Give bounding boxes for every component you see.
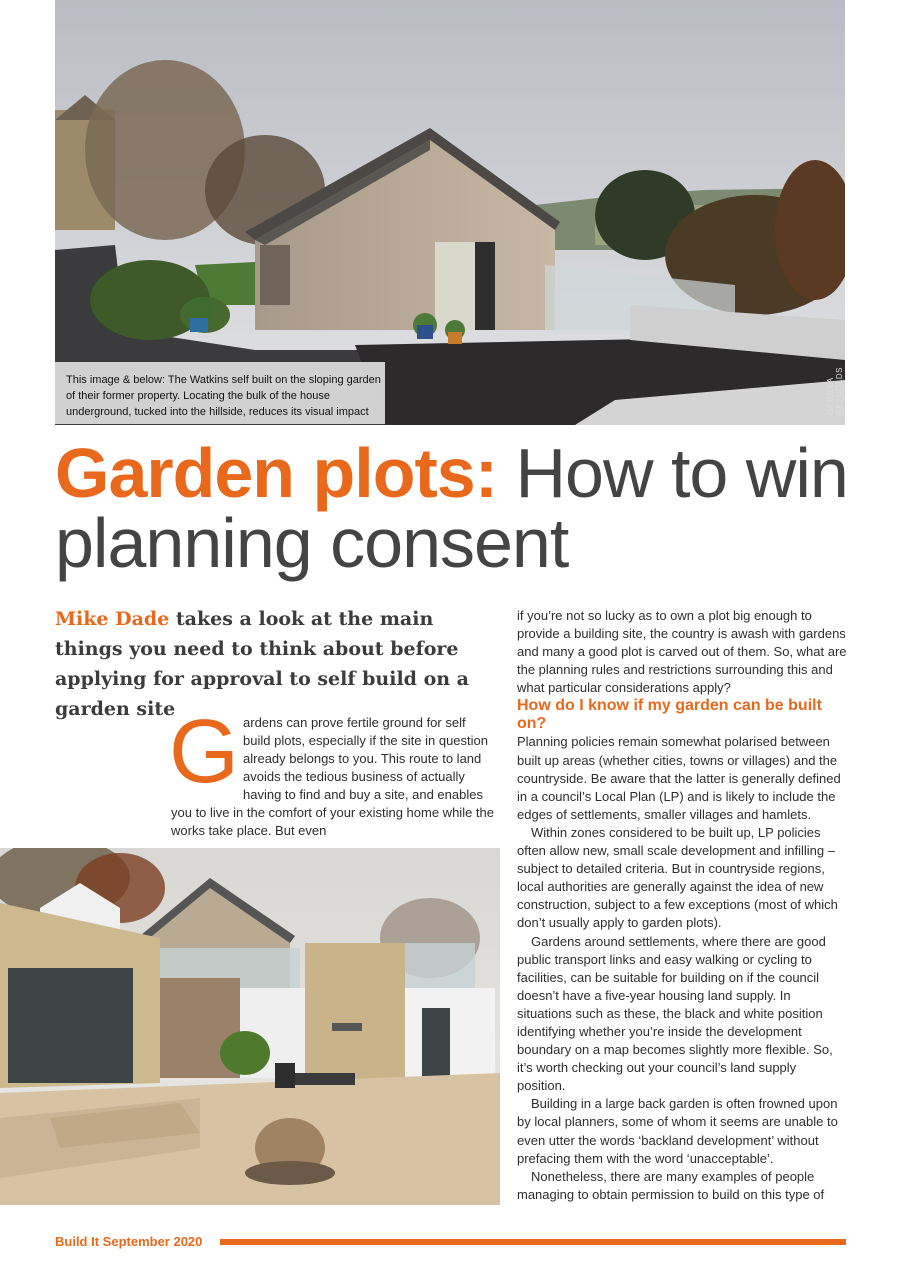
- standfirst-text: takes a look at the main things you need to think about before applying for approval to self build on a garden site: [55, 608, 469, 720]
- author-name: Mike Dade: [55, 608, 170, 630]
- photo-credit: CAMILLA REYNOLDS: [826, 366, 844, 415]
- section-subhead: How do I know if my garden can be built on?: [517, 697, 822, 733]
- body-paragraph: Building in a large back garden is often frowned upon by local planners, some of whom it seems are unable to even utter the words ‘backland development’ without prefacing them with the word ‘unacceptable’.: [517, 1096, 838, 1166]
- body-paragraph: Gardens around settlements, where there are good public transport links and easy walking or cycling to facilities, can be suitable for building on if the council doesn’t have a five-year housing land supply. In situations such as these, the black and white position identifying whether you’re inside the development boundary on a map becomes slightly more flexible. So, it’s worth checking out your council’s land supply position.: [517, 933, 833, 1094]
- article-headline: [55, 434, 855, 582]
- headline-rest: How to win planning consent: [55, 434, 848, 582]
- footer-rule: [220, 1239, 846, 1245]
- body-paragraph: Nonetheless, there are many examples of people managing to obtain permission to build on this type of: [517, 1168, 825, 1202]
- footer-brand: Build It: [55, 1234, 100, 1249]
- page-footer: [55, 1234, 202, 1249]
- intro-paragraph-continued: if you’re not so lucky as to own a plot big enough to provide a building site, the country is awash with gardens and many a good plot is carved out of them. So, what are the planning rules and restrictions surrounding this and what particular considerations apply?: [517, 608, 847, 696]
- headline-highlight: Garden plots:: [55, 434, 498, 512]
- body-paragraph: Planning policies remain somewhat polarised between built up areas (whether cities, towns or villages) and the countryside. Be aware that the latter is generally defined in a council’s Local Plan (LP) and is likely to include the edges of settlements, smaller villages and hamlets.: [517, 734, 841, 822]
- body-paragraph: Within zones considered to be built up, LP policies often allow new, small scale development and infilling – subject to detailed criteria. But in countryside regions, local authorities are generally against the idea of new construction, subject to a few exceptions (most of which don’t usually apply to garden plots).: [517, 824, 838, 931]
- standfirst: [55, 604, 495, 724]
- intro-paragraph: ardens can prove fertile ground for self build plots, especially if the site in question already belongs to you. This route to land avoids the tedious business of actually having to find and buy a site, and enables you to live in the comfort of your existing home while the works take place. But even: [171, 715, 494, 838]
- body-column-left: [169, 702, 496, 840]
- drop-cap: G: [169, 702, 240, 802]
- photo-caption: This image & below: The Watkins self built on the sloping garden of their former property. Locating the bulk of the house underground, tucked into the hillside, reduces its visual impact: [66, 374, 381, 418]
- secondary-photo-illustration: [0, 848, 500, 1205]
- secondary-photo: [0, 848, 500, 1205]
- footer-issue: September 2020: [102, 1234, 203, 1249]
- body-column-right: [517, 607, 847, 1204]
